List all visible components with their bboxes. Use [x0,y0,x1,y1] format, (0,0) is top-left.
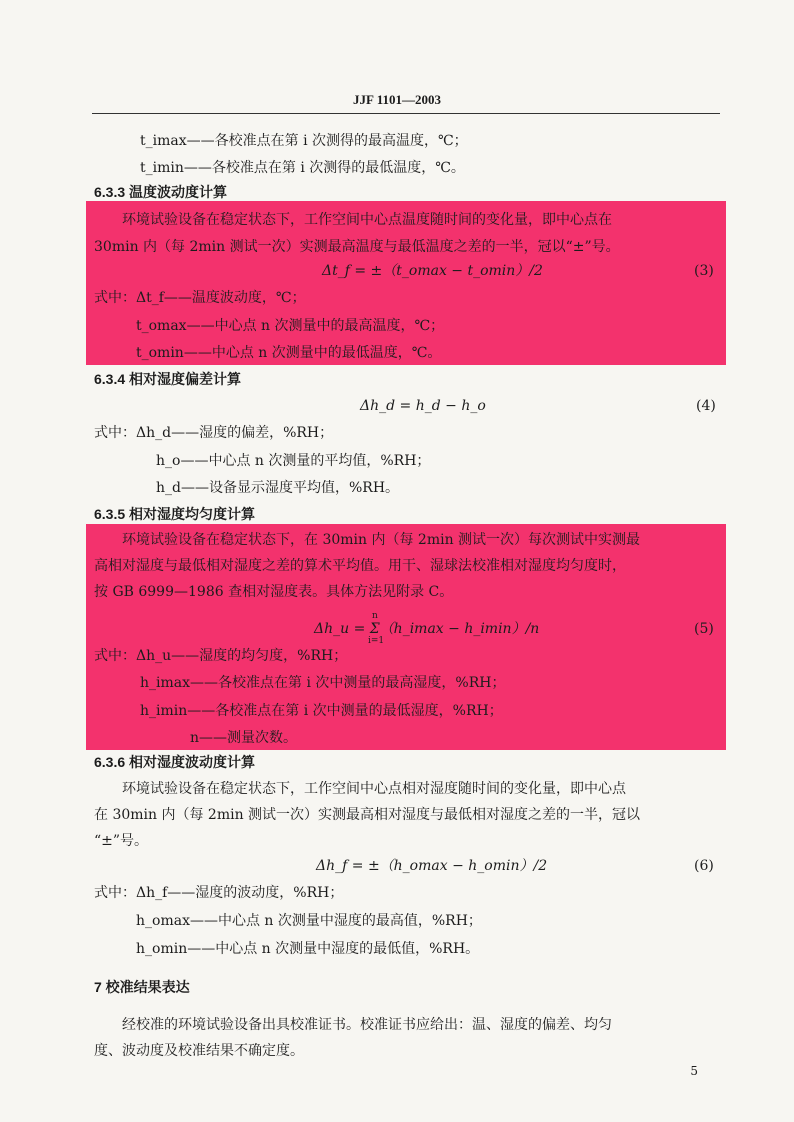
equation-number: (6) [694,858,714,874]
equation-6: Δh_f = ±（h_omax − h_omin）/2 [316,858,548,874]
var-line: h_imax——各校准点在第 i 次中测量的最高湿度，%RH； [140,675,506,691]
page-header: JJF 1101—2003 [353,92,441,107]
paragraph-line: 环境试验设备在稳定状态下，在 30min 内（每 2min 测试一次）每次测试中实测最 [122,532,641,548]
var-line: h_omax——中心点 n 次测量中湿度的最高值，%RH； [136,913,482,929]
var-line-timax: t_imax——各校准点在第 i 次测得的最高温度，℃； [140,133,468,149]
var-line: 式中：Δt_f——温度波动度，℃； [94,290,306,306]
paragraph-line: 环境试验设备在稳定状态下，工作空间中心点相对湿度随时间的变化量，即中心点 [122,781,626,797]
paragraph-line: 度、波动度及校准结果不确定度。 [94,1043,304,1059]
paragraph-line: 环境试验设备在稳定状态下，工作空间中心点温度随时间的变化量，即中心点在 [122,212,612,228]
var-line: 式中：Δh_d——湿度的偏差，%RH； [94,425,334,441]
equation-3: Δt_f = ±（t_omax − t_omin）/2 [322,263,543,279]
var-line: h_omin——中心点 n 次测量中湿度的最低值，%RH。 [136,941,480,957]
var-line: h_imin——各校准点在第 i 次中测量的最低湿度，%RH； [140,703,503,719]
var-line: t_omin——中心点 n 次测量中的最低温度，℃。 [136,345,442,361]
section-heading-634: 6.3.4 相对湿度偏差计算 [94,371,242,387]
page-number: 5 [690,1064,698,1078]
equation-number: (4) [696,398,716,414]
equation-number: (3) [694,263,714,279]
section-heading-636: 6.3.6 相对湿度波动度计算 [94,754,256,770]
var-line-timin: t_imin——各校准点在第 i 次测得的最低温度，℃。 [140,160,465,176]
paragraph-line: “±”号。 [94,833,149,849]
paragraph-line: 按 GB 6999—1986 查相对湿度表。具体方法见附录 C。 [94,584,454,600]
sum-upper-limit: n [372,611,378,621]
paragraph-line: 高相对湿度与最低相对湿度之差的算术平均值。用干、湿球法校准相对湿度均匀度时， [94,558,626,574]
sum-lower-limit: i=1 [368,636,385,646]
equation-4: Δh_d = h_d − h_o [360,398,486,414]
header-rule [92,113,720,114]
paragraph-line: 在 30min 内（每 2min 测试一次）实测最高相对湿度与最低相对湿度之差的一半，冠以 [94,807,641,823]
var-line: h_o——中心点 n 次测量的平均值，%RH； [156,453,431,469]
var-line: 式中：Δh_f——湿度的波动度，%RH； [94,885,344,901]
paragraph-line: 30min 内（每 2min 测试一次）实测最高温度与最低温度之差的一半，冠以“±”号。 [94,239,620,255]
section-heading-633: 6.3.3 温度波动度计算 [94,184,228,200]
paragraph-line: 经校准的环境试验设备出具校准证书。校准证书应给出：温、湿度的偏差、均匀 [122,1017,612,1033]
equation-5: Δh_u = Σ（h_imax − h_imin）/n [314,621,540,637]
equation-number: (5) [694,621,714,637]
section-heading-7: 7 校准结果表达 [94,979,190,995]
var-line: 式中：Δh_u——湿度的均匀度，%RH； [94,648,348,664]
var-line: t_omax——中心点 n 次测量中的最高温度，℃； [136,318,445,334]
section-heading-635: 6.3.5 相对湿度均匀度计算 [94,506,256,522]
var-line: h_d——设备显示湿度平均值，%RH。 [156,480,400,496]
var-line: n——测量次数。 [190,730,298,746]
